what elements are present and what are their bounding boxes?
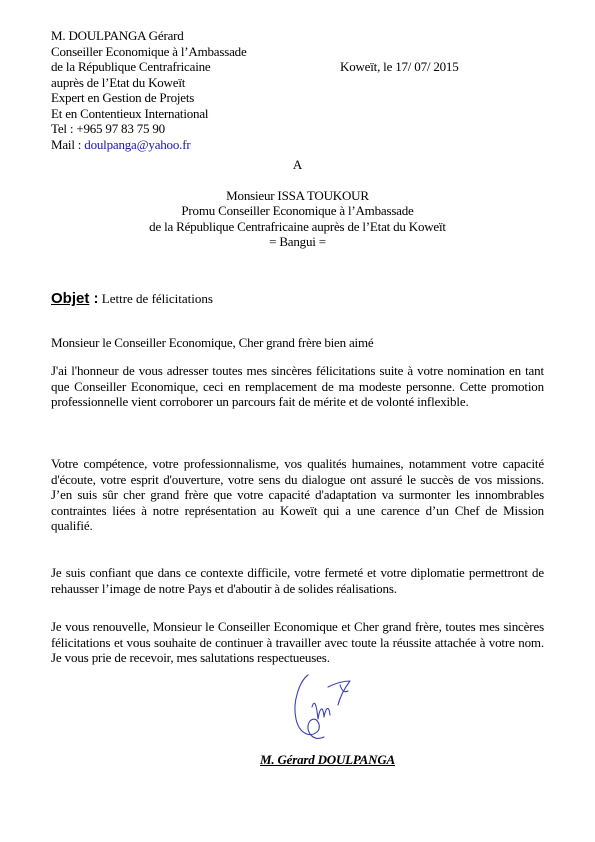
salutation: Monsieur le Conseiller Economique, Cher grand frère bien aimé xyxy=(51,335,374,350)
recipient-block xyxy=(0,157,595,250)
sender-phone: Tel : +965 97 83 75 90 xyxy=(51,121,165,136)
subject-line xyxy=(51,290,213,307)
sender-title-line: de la République Centrafricaine xyxy=(51,59,211,74)
recipient-line: Promu Conseiller Economique à l’Ambassade xyxy=(181,203,414,218)
subject-text: Lettre de félicitations xyxy=(98,291,213,306)
subject-colon: : xyxy=(89,290,99,307)
sender-title-line: auprès de l’Etat du Koweït xyxy=(51,74,186,90)
recipient-line: de la République Centrafricaine auprès de l’Etat du Koweït xyxy=(149,218,446,234)
sender-block xyxy=(51,28,247,152)
sender-mail-label: Mail : xyxy=(51,136,85,152)
sender-title-line: Expert en Gestion de Projets xyxy=(51,90,195,105)
body-paragraph: J'ai l'honneur de vous adresser toutes mes sincères félicitations suite à votre nomination en tant que Conseiller Economique, ceci en remplacement de ma modeste personne. Cette promotion professionnelle vient corroborer un parcours fait de mérite et de volonté inflexible. xyxy=(51,363,544,409)
recipient-city: = Bangui = xyxy=(269,234,326,249)
recipient-name: Monsieur ISSA TOUKOUR xyxy=(226,187,369,203)
handwritten-signature xyxy=(282,667,352,747)
letter-date: Koweït, le 17/ 07/ 2015 xyxy=(340,59,459,74)
sender-name: M. DOULPANGA Gérard xyxy=(51,28,184,43)
email-link[interactable]: doulpanga@yahoo.fr xyxy=(84,136,191,152)
recipient-to: A xyxy=(292,157,303,172)
body-paragraph: Je vous renouvelle, Monsieur le Conseiller Economique et Cher grand frère, toutes mes sincères félicitations et vous souhaite de continuer à travailler avec toute la réussite attachée à votre nom. Je vous prie de recevoir, mes salutations respectueuses. xyxy=(51,619,544,665)
subject-label: Objet xyxy=(51,290,90,307)
sender-title-line: Et en Contentieux International xyxy=(51,105,209,121)
sender-title-line: Conseiller Economique à l’Ambassade xyxy=(51,43,247,59)
body-paragraph: Je suis confiant que dans ce contexte difficile, votre fermeté et votre diplomatie permettront de rehausser l’image de notre Pays et d'aboutir à de solides réalisations. xyxy=(51,565,544,596)
signature-name: M. Gérard DOULPANGA xyxy=(260,752,395,767)
sender-mail xyxy=(51,137,247,153)
body-paragraph: Votre compétence, votre professionnalisme, vos qualités humaines, notamment votre capacité d'écoute, votre esprit d'ouverture, votre sens du dialogue ont assuré le succès de vos missions. J’en suis sûr cher grand frère que votre capacité d'adaptation va surmonter les innombrables contraintes liées à notre représentation au Koweït qui a une carence d’un Chef de Mission qualifié. xyxy=(51,456,544,533)
